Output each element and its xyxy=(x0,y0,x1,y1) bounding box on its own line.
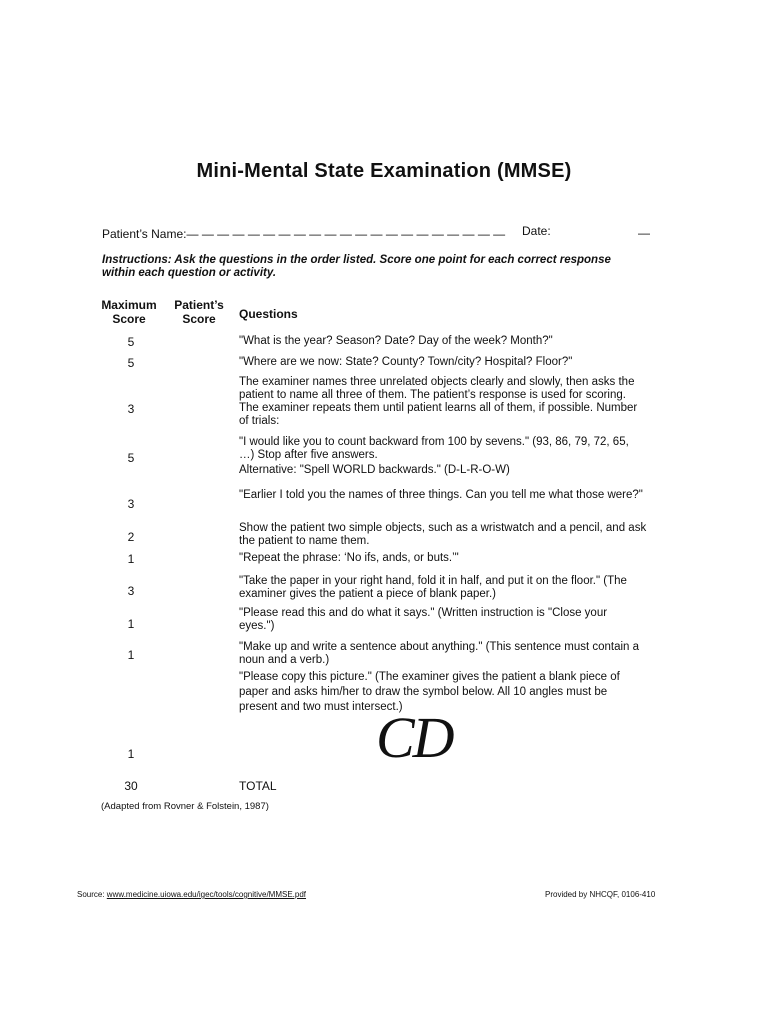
adapted-citation: (Adapted from Rovner & Folstein, 1987) xyxy=(101,801,269,812)
row-question: "I would like you to count backward from 100 by sevens." (93, 86, 79, 72, 65, …) Stop after five answers. xyxy=(239,436,629,461)
date-label: Date: xyxy=(522,224,551,238)
header-patient-line1: Patient’s xyxy=(174,298,224,312)
header-patient-line2: Score xyxy=(182,312,216,326)
row-max-score: 5 xyxy=(127,335,135,349)
row-question: "Take the paper in your right hand, fold it in half, and put it on the floor." (The examiner gives the patient a piece of blank paper.) xyxy=(239,575,627,600)
header-max-score xyxy=(96,298,162,326)
row-question: Show the patient two simple objects, such as a wristwatch and a pencil, and ask the patient to name them. xyxy=(239,522,647,547)
row-question: "What is the year? Season? Date? Day of the week? Month?" xyxy=(239,335,553,347)
row-max-score: 3 xyxy=(127,497,135,511)
header-max-line1: Maximum xyxy=(101,298,157,312)
row-max-score: 3 xyxy=(127,584,135,598)
patient-name-field[interactable] xyxy=(102,227,505,241)
row-question-alternative: Alternative: "Spell WORLD backwards." (D-L-R-O-W) xyxy=(239,464,510,476)
total-label: TOTAL xyxy=(239,779,277,793)
row-question: "Repeat the phrase: ‘No ifs, ands, or buts.’" xyxy=(239,552,459,564)
row-max-score: 1 xyxy=(127,648,135,662)
row-question: "Make up and write a sentence about anything." (This sentence must contain a noun and a verb.) xyxy=(239,641,640,666)
row-max-score: 1 xyxy=(127,747,135,761)
row-max-score: 2 xyxy=(127,530,135,544)
provided-by-footer: Provided by NHCQF, 0106-410 xyxy=(545,890,656,899)
row-question: "Earlier I told you the names of three things. Can you tell me what those were?" xyxy=(239,489,643,501)
row-max-score: 3 xyxy=(127,402,135,416)
header-questions: Questions xyxy=(239,307,298,321)
total-max-score: 30 xyxy=(124,779,138,793)
header-patient-score xyxy=(166,298,232,326)
page-title: Mini-Mental State Examination (MMSE) xyxy=(196,160,572,182)
source-label: Source: xyxy=(77,890,107,899)
row-max-score: 1 xyxy=(127,617,135,631)
row-max-score: 5 xyxy=(127,356,135,370)
date-field-line[interactable]: — xyxy=(638,226,650,240)
intersecting-pentagons-figure: CD xyxy=(376,705,453,770)
instructions: Instructions: Ask the questions in the order listed. Score one point for each correct response within each question or activity. xyxy=(102,254,611,279)
source-footer xyxy=(77,890,306,899)
patient-name-label: Patient’s Name: xyxy=(102,227,187,241)
row-question: "Please read this and do what it says." (Written instruction is "Close your eyes.") xyxy=(239,607,608,632)
row-question: The examiner names three unrelated objects clearly and slowly, then asks the patient to name all three of them. The patient’s response is used for scoring. The examiner repeats them until patient learns all of them, if possible. Number of trials: xyxy=(239,376,638,427)
row-max-score: 1 xyxy=(127,552,135,566)
patient-name-line: — — — — — — — — — — — — — — — — — — — — — xyxy=(186,227,506,241)
row-question: "Please copy this picture." (The examiner gives the patient a blank piece of paper and asks him/her to draw the symbol below. All 10 angles must be present and two must intersect.) xyxy=(239,671,620,713)
row-max-score: 5 xyxy=(127,451,135,465)
row-question: "Where are we now: State? County? Town/city? Hospital? Floor?" xyxy=(239,356,573,368)
source-link[interactable]: www.medicine.uiowa.edu/igec/tools/cognitive/MMSE.pdf xyxy=(106,890,307,899)
header-max-line2: Score xyxy=(112,312,146,326)
